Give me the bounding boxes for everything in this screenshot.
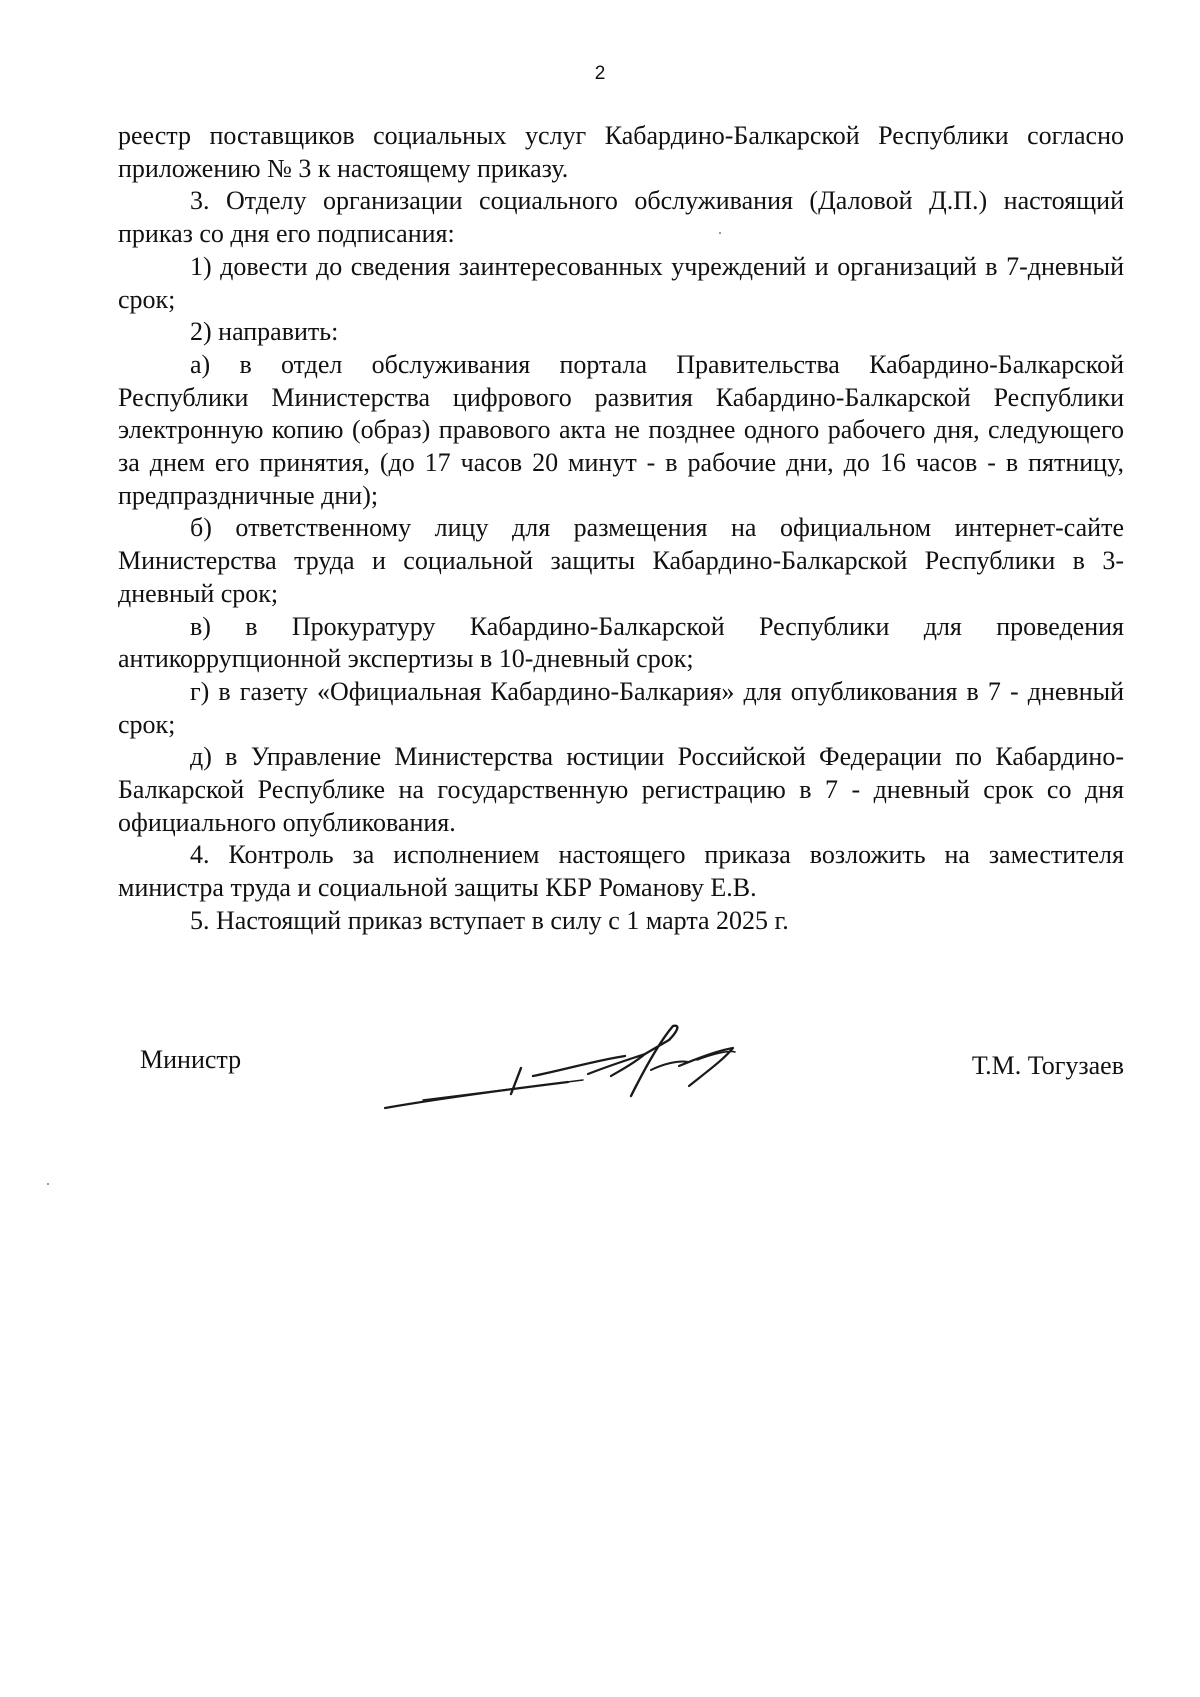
paragraph-item-3-2-v: в) в Прокуратуру Кабардино-Балкарской Республики для проведения антикоррупционной экспертизы в 10-дневный срок;	[118, 611, 1124, 674]
paragraph-item-3-2: 2) направить:	[190, 317, 339, 347]
paragraph-item-3-2-g: г) в газету «Официальная Кабардино-Балкария» для опубликования в 7 - дневный срок;	[118, 676, 1124, 739]
handwritten-signature	[383, 1010, 783, 1120]
scan-speck	[47, 1183, 49, 1185]
signature-block	[118, 1010, 1124, 1130]
page-number: 2	[594, 63, 606, 84]
scan-speck	[719, 232, 721, 234]
paragraph-item-3-2-a: а) в отдел обслуживания портала Правительства Кабардино-Балкарской Республики Министерства цифрового развития Кабардино-Балкарской Республики электронную копию (образ) правового акта не позднее одного рабочего дня, следующего за днем его принятия, (до 17 часов 20 минут - в рабочие дни, до 16 часов - в пятницу, предпраздничные дни);	[118, 349, 1124, 510]
paragraph-registry-continuation: реестр поставщиков социальных услуг Кабардино-Балкарской Республики согласно приложению № 3 к настоящему приказу.	[118, 121, 1124, 183]
signatory-role: Министр	[140, 1045, 242, 1074]
paragraph-item-3: 3. Отделу организации социального обслуживания (Даловой Д.П.) настоящий приказ со дня его подписания:	[118, 186, 1124, 249]
paragraph-item-5: 5. Настоящий приказ вступает в силу с 1 марта 2025 г.	[190, 905, 789, 935]
signatory-name: Т.М. Тогузаев	[971, 1051, 1124, 1080]
paragraph-item-3-2-d: д) в Управление Министерства юстиции Российской Федерации по Кабардино-Балкарской Республике на государственную регистрацию в 7 - дневный срок со дня официального опубликования.	[118, 742, 1124, 837]
document-body	[118, 120, 1124, 938]
paragraph-item-4: 4. Контроль за исполнением настоящего приказа возложить на заместителя министра труда и социальной защиты КБР Романову Е.В.	[118, 840, 1124, 903]
paragraph-item-3-2-b: б) ответственному лицу для размещения на официальном интернет-сайте Министерства труда и социальной защиты Кабардино-Балкарской Республики в 3-дневный срок;	[118, 513, 1124, 608]
paragraph-item-3-1: 1) довести до сведения заинтересованных учреждений и организаций в 7-дневный срок;	[118, 251, 1124, 314]
